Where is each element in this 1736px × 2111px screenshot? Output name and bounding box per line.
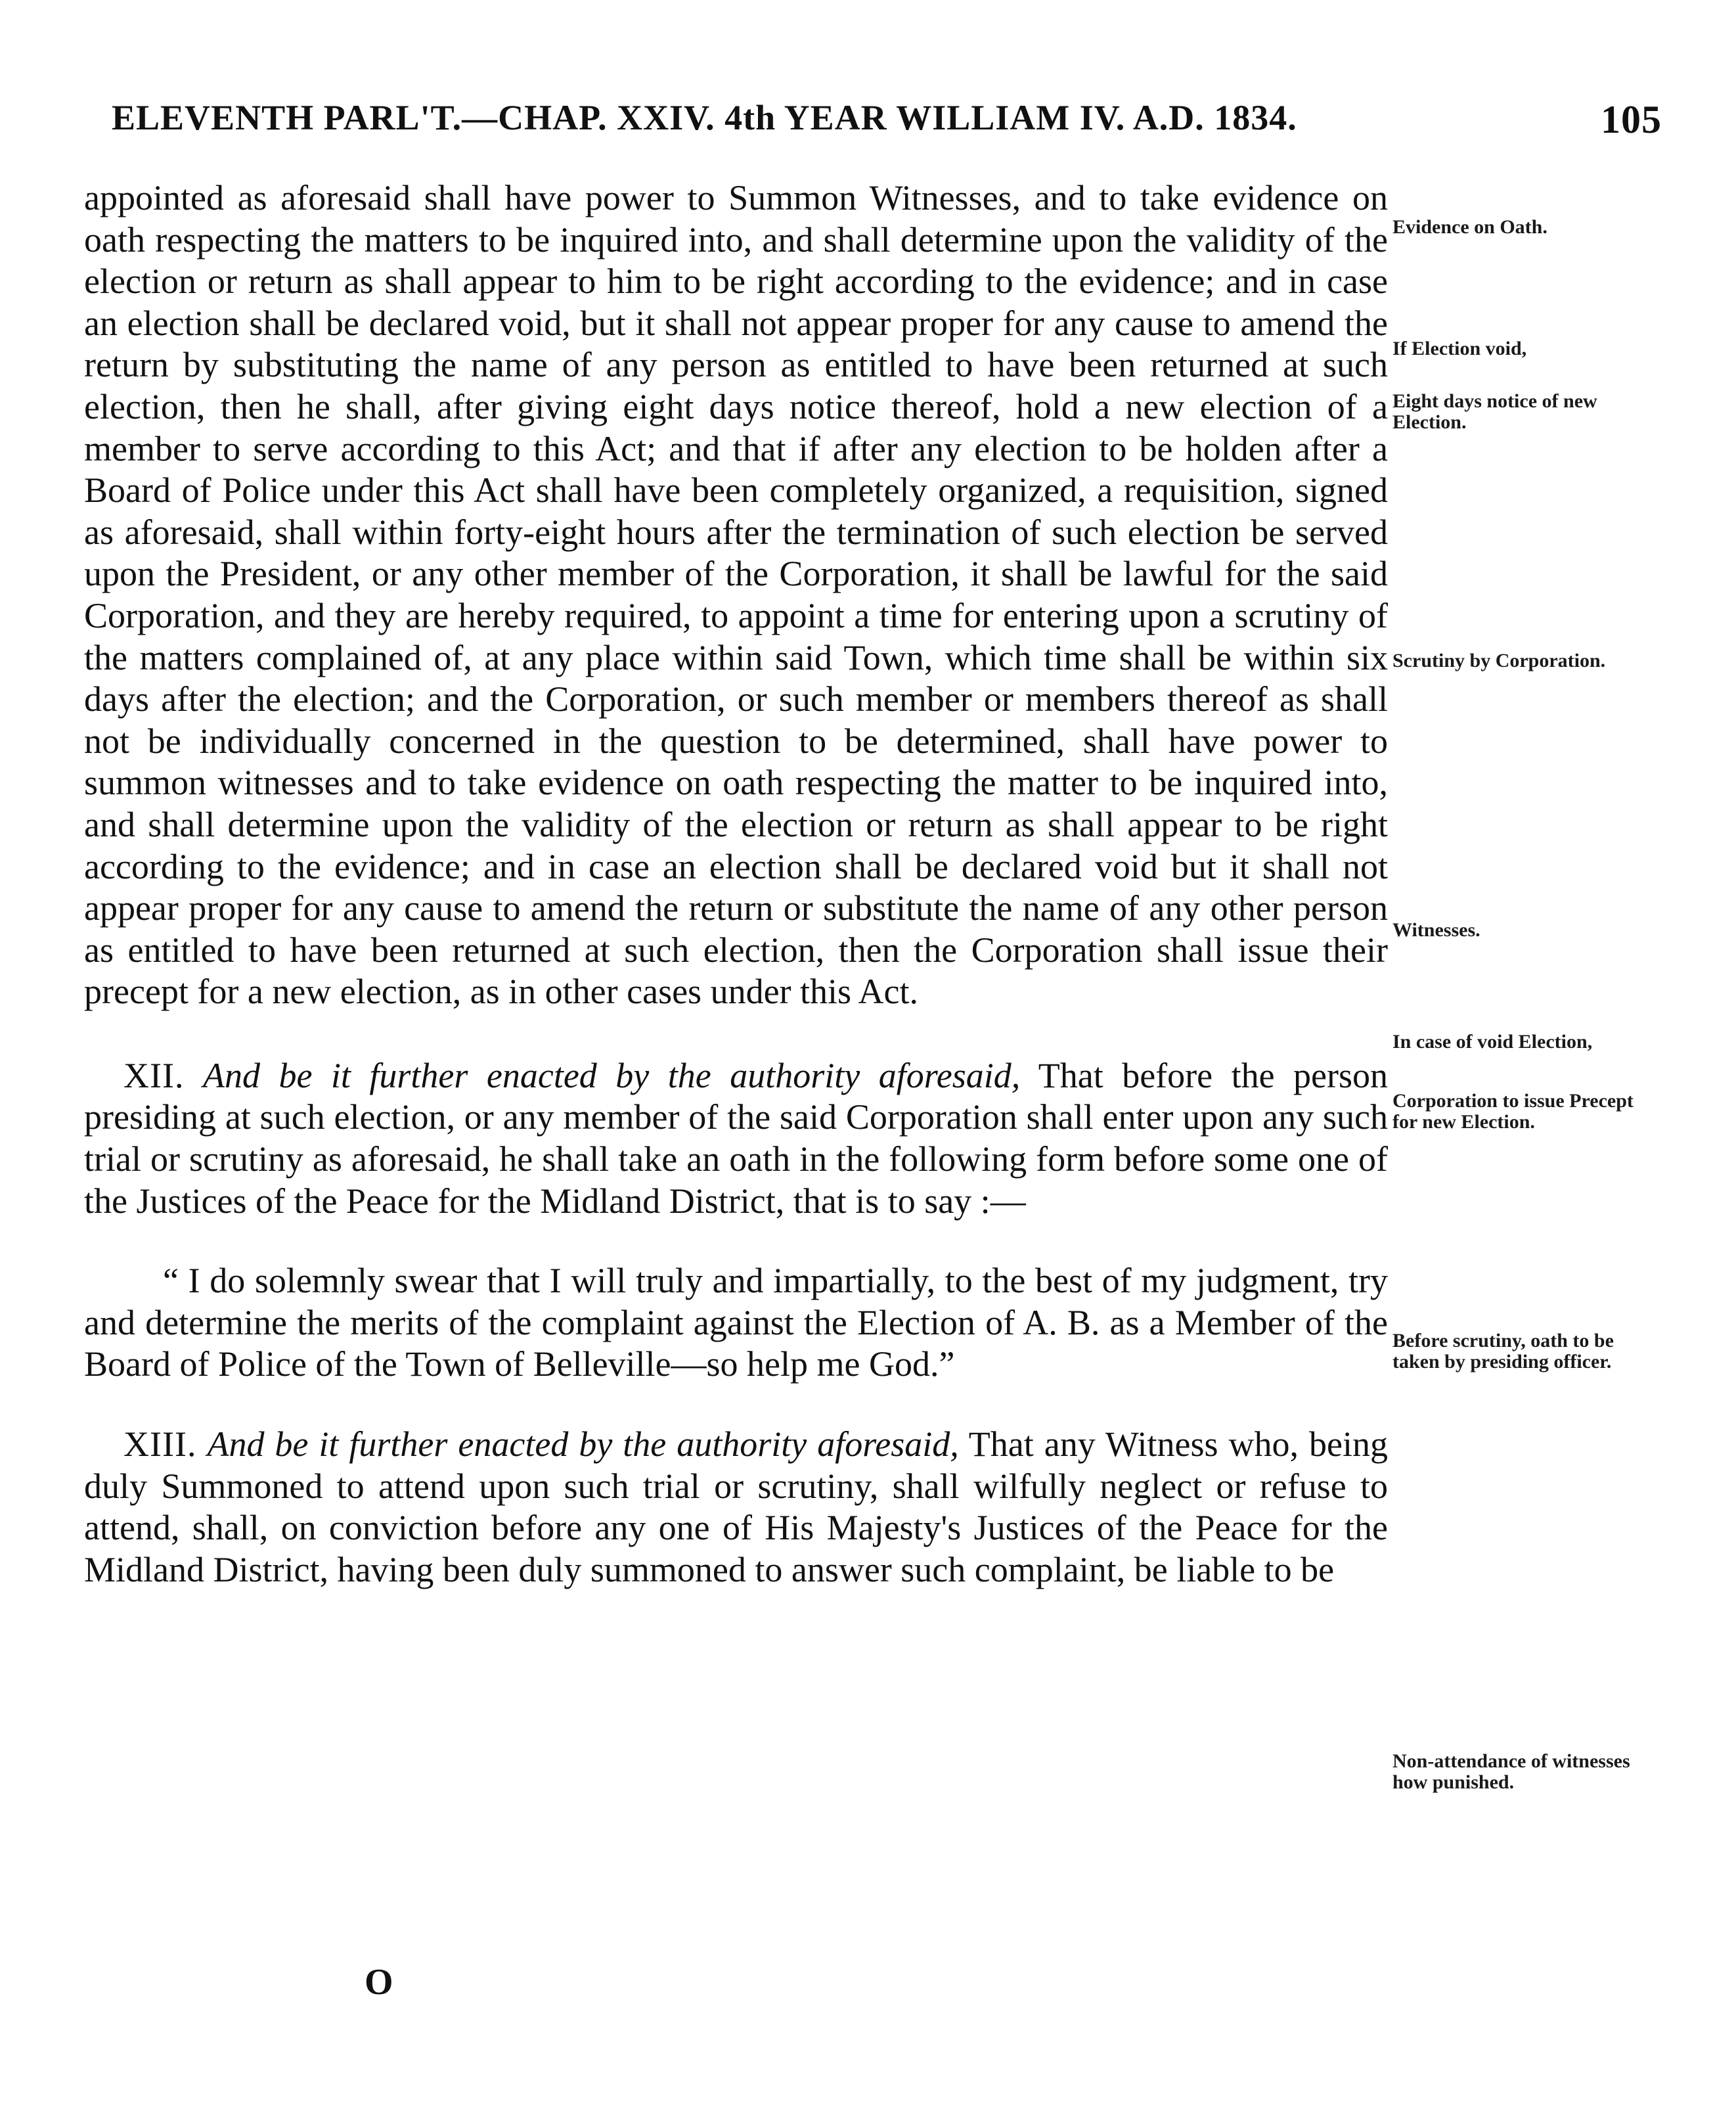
section-number: XIII. bbox=[123, 1424, 197, 1464]
margin-note-eight-days: Eight days notice of new Election. bbox=[1392, 390, 1597, 433]
section-text: That before the person presiding at such election, or any member of the said Corporation shall enter upon any such trial or scrutiny as aforesaid, he shall take an oath in the following form before some one of the Justices of the Peace for the Midland District, that is to say :— bbox=[84, 1055, 1389, 1221]
signature-mark: O bbox=[365, 1962, 393, 2003]
running-title: ELEVENTH PARL'T.—CHAP. XXIV. 4th YEAR WILLIAM IV. A.D. 1834. bbox=[112, 98, 1297, 137]
margin-note-non-attendance: Non-attendance of witnesses how punished. bbox=[1392, 1750, 1630, 1793]
margin-note-scrutiny: Scrutiny by Corporation. bbox=[1392, 650, 1606, 671]
margin-note-witnesses: Witnesses. bbox=[1392, 919, 1480, 941]
section-xii bbox=[84, 1055, 1388, 1222]
enacting-clause: And be it further enacted by the authority aforesaid, bbox=[207, 1424, 959, 1464]
margin-note-oath-presiding: Before scrutiny, oath to be taken by presiding officer. bbox=[1392, 1330, 1614, 1373]
enacting-clause: And be it further enacted by the authority aforesaid, bbox=[202, 1055, 1021, 1095]
margin-note-election-void: If Election void, bbox=[1392, 338, 1527, 359]
margin-note-evidence: Evidence on Oath. bbox=[1392, 216, 1547, 238]
section-number: XII. bbox=[123, 1055, 185, 1095]
page-number: 105 bbox=[1601, 98, 1662, 141]
section-xiii bbox=[84, 1424, 1388, 1591]
paragraph-continued: appointed as aforesaid shall have power to Summon Witnesses, and to take evidence on oath respecting the matters to be inquired into, and shall determine upon the validity of the election or return as shall appear to him to be right according to the evidence; and in case an election shall be declared void, but it shall not appear proper for any cause to amend the return by substituting the name of any person as entitled to have been returned at such election, then he shall, after giving eight days notice thereof, hold a new election of a member to serve according to this Act; and that if after any election to be holden after a Board of Police under this Act shall have been completely organized, a requisition, signed as aforesaid, shall within forty-eight hours after the termination of such election be served upon the President, or any other member of the Corporation, it shall be lawful for the said Corporation, and they are hereby required, to appoint a time for entering upon a scrutiny of the matters complained of, at any place within said Town, which time shall be within six days after the election; and the Corporation, or such member or members thereof as shall not be individually concerned in the question to be determined, shall have power to summon witnesses and to take evidence on oath respecting the matter to be inquired into, and shall determine upon the validity of the election or return as shall appear to be right according to the evidence; and in case an election shall be declared void but it shall not appear proper for any cause to amend the return or substitute the name of any other person as entitled to have been returned at such election, then the Corporation shall issue their precept for a new election, as in other cases under this Act. bbox=[84, 178, 1388, 1012]
section-text: That any Witness who, being duly Summoned to attend upon such trial or scrutiny, shall wilfully neglect or refuse to attend, shall, on conviction before any one of His Majesty's Justices of the Peace for the Midland District, having been duly summoned to answer such complaint, be liable to be bbox=[84, 1424, 1389, 1589]
page-header bbox=[112, 97, 1662, 150]
margin-note-corporation-precept: Corporation to issue Precept for new Election. bbox=[1392, 1090, 1634, 1133]
oath-text: “ I do solemnly swear that I will truly and impartially, to the best of my judgment, try and determine the merits of the complaint against the Election of A. B. as a Member of the Board of Police of the Town of Belleville—so help me God.” bbox=[84, 1261, 1388, 1384]
statute-body bbox=[84, 177, 1388, 1591]
margin-note-void-election: In case of void Election, bbox=[1392, 1031, 1593, 1053]
